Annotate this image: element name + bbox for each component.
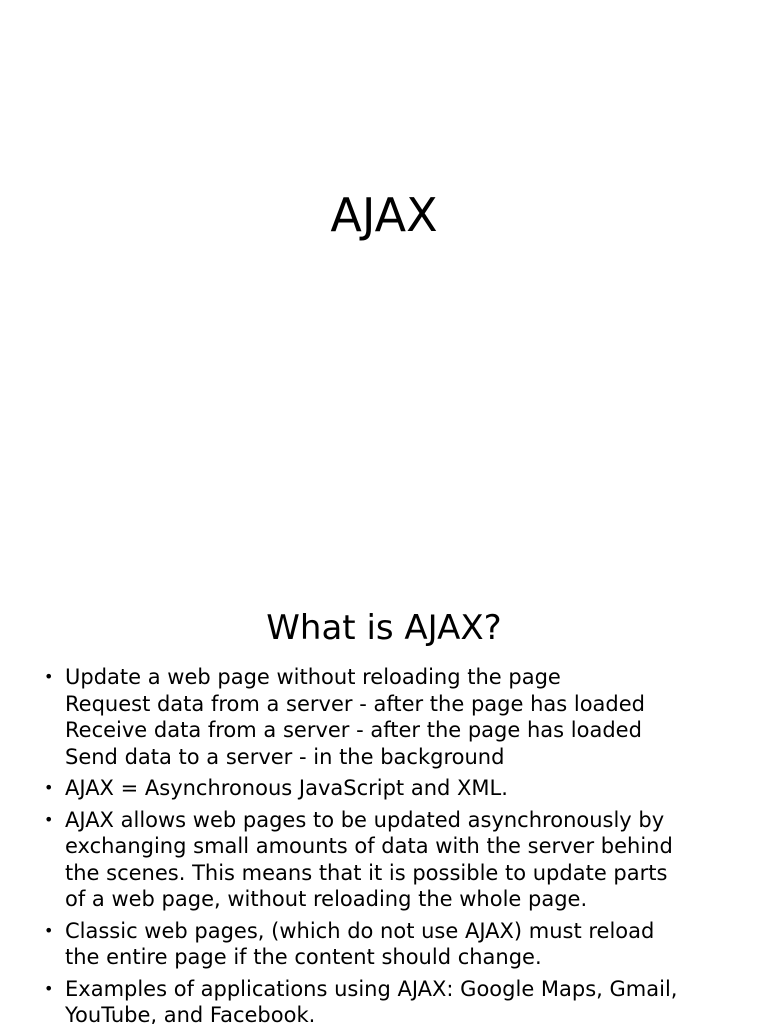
bullet-item bbox=[44, 664, 724, 770]
bullet-line: AJAX = Asynchronous JavaScript and XML. bbox=[65, 776, 508, 800]
bullet-marker: • bbox=[44, 667, 54, 686]
bullet-item bbox=[44, 918, 724, 971]
bullet-item bbox=[44, 976, 724, 1024]
bullet-item bbox=[44, 807, 724, 913]
slide-title: AJAX bbox=[330, 188, 438, 242]
bullet-line: Receive data from a server - after the page has loaded bbox=[65, 718, 642, 742]
bullet-line: Request data from a server - after the page has loaded bbox=[65, 691, 645, 716]
bullet-item bbox=[44, 775, 724, 802]
bullet-marker: • bbox=[44, 920, 54, 940]
bullet-line: Send data to a server - in the background bbox=[65, 744, 505, 769]
bullet-list bbox=[44, 664, 724, 1024]
bullet-line: Classic web pages, (which do not use AJAX) must reload bbox=[65, 918, 655, 943]
slide-heading: What is AJAX? bbox=[266, 608, 502, 648]
bullet-line: of a web page, without reloading the whole page. bbox=[65, 887, 588, 911]
bullet-line: Examples of applications using AJAX: Google Maps, Gmail, bbox=[65, 976, 678, 1001]
bullet-line: exchanging small amounts of data with the server behind bbox=[65, 834, 673, 858]
bullet-line: YouTube, and Facebook. bbox=[65, 1003, 316, 1024]
content-slide bbox=[0, 576, 768, 1024]
bullet-line: the scenes. This means that it is possible to update parts bbox=[65, 860, 668, 885]
bullet-marker: • bbox=[44, 778, 54, 797]
bullet-line: AJAX allows web pages to be updated asynchronously by bbox=[65, 807, 665, 832]
bullet-line: the entire page if the content should change. bbox=[65, 945, 542, 969]
bullet-line: Update a web page without reloading the page bbox=[65, 665, 561, 689]
bullet-marker: • bbox=[44, 809, 54, 829]
bullet-marker: • bbox=[44, 978, 54, 998]
